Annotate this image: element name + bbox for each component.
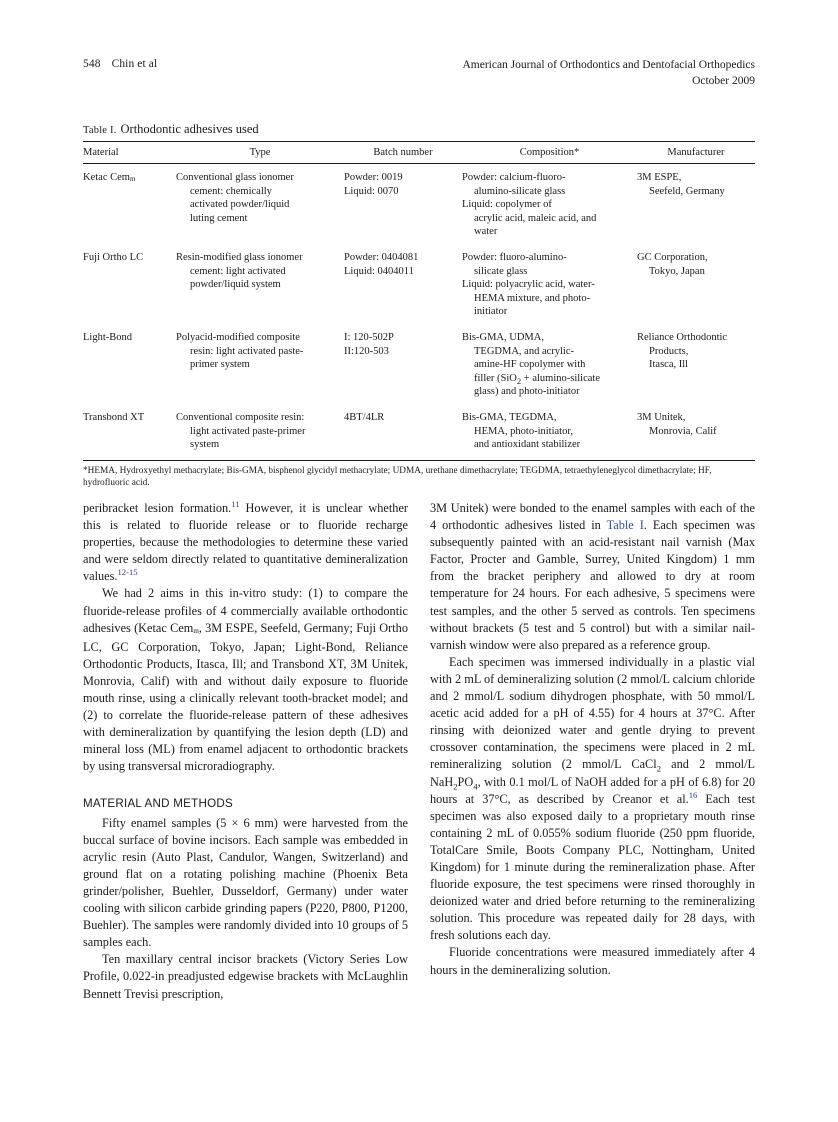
cell-manufacturer (637, 245, 755, 325)
composition-line: Powder: calcium-fluoro- (462, 172, 566, 183)
page-folio: 548 (83, 58, 101, 70)
cell-material: Transbond XT (83, 411, 145, 423)
paragraph-text: . Each specimen was subsequently painted with an acid-resistant nail varnish (Max Factor, Procter and Gamble, Surrey, United Kingdom) 1 mm from the bracket periphery and allowed to dry at room temperature for 24 hours. For each adhesive, 5 specimens were test samples, and the other 5 served as controls. Ten specimens without brackets (5 test and 5 control) but with a similar nail-varnish window were also prepared as a reference group. (430, 518, 755, 652)
composition-line: initiator (474, 306, 508, 318)
cell-manufacturer (637, 164, 755, 245)
issue-date: October 2009 (692, 74, 755, 87)
cell-type (176, 164, 344, 245)
column-header-type: Type (176, 142, 344, 164)
composition-line: Liquid: copolymer of (462, 199, 552, 211)
type-line: primer system (190, 359, 250, 371)
cell-composition (462, 405, 637, 460)
table-title: Orthodontic adhesives used (120, 122, 259, 136)
cell-material: Fuji Ortho LC (83, 251, 144, 263)
running-head-authors: Chin et al (111, 58, 158, 70)
table-body (83, 164, 755, 460)
batch-line: Liquid: 0404011 (344, 265, 414, 277)
type-line: Conventional composite resin: (176, 411, 305, 423)
paragraph-bonding (430, 500, 755, 654)
table-footnote-text: *HEMA, Hydroxyethyl methacrylate; Bis-GMA, bisphenol glycidyl methacrylate; UDMA, urethane dimethacrylate; TEGDMA, tetraethyleneglycol dimethacrylate; HF, hydrofluoric acid. (83, 465, 712, 489)
column-header-material: Material (83, 142, 176, 164)
column-header-batch-number: Batch number (344, 142, 462, 164)
paragraph-text: , 3M ESPE, Seefeld, Germany; Fuji Ortho LC, GC Corporation, Tokyo, Japan; Light-Bond, Reliance Orthodontic Products, Itasca, Ill; and Transbond XT, 3M Unitek, Monrovia, Calif) with and without daily exposure to fluoride mouth rinse, using a clinically relevant tooth-bracket model; and (2) to correlate the fluoride-release pattern of these adhesives with demineralization by quantifying the lesion depth (LD) and mineral loss (ML) from enamel adjacent to orthodontic brackets by using transversal microradiography. (83, 620, 408, 774)
cell-batch-number (344, 164, 462, 245)
reference-marker[interactable]: 12-15 (117, 567, 138, 578)
subscript-2: 2 (656, 763, 661, 774)
composition-line: HEMA, photo-initiator, (474, 425, 574, 437)
batch-line: 4BT/4LR (344, 411, 385, 423)
column-header-manufacturer: Manufacturer (637, 142, 755, 164)
paragraph-text: Each specimen was immersed individually in a plastic vial with 2 mL of demineralizing solution (2 mmol/L calcium chloride and 2 mmol/L sodium dihydrogen phosphate, with 50 mmol/L acetic acid added for a pH of 4.55) for 4 hours at 37°C. After rinsing with deionized water and gentle drying to prevent crossover contamination, the specimens were placed in 2 mL remineralizing solution (2 mmol/L CaCl (430, 654, 755, 772)
paragraph-text: However, it is unclear whether this is related to fluoride release or to fluoride recharge properties, because the methodologies to determine these varied and were seldom directly related to quantitative demineralization values. (83, 501, 409, 584)
type-line: Polyacid-modified composite (176, 331, 300, 343)
composition-line: water (474, 226, 498, 238)
paragraph-text: Each test specimen was also exposed daily to a proprietary mouth rinse containing 2 mL of 0.055% sodium fluoride (250 ppm fluoride, TotalCare Smile, Boots Company PLC, Nottingham, United Kingdom) for 1 minute during the remineralization phase. After fluoride exposure, the test specimens were rinsed thoroughly in deionized water and dried before returning to the remineralizing solution. This procedure was repeated daily for 28 days, with fresh solutions each day. (430, 791, 755, 943)
composition-line: acrylic acid, maleic acid, and (474, 212, 597, 224)
manufacturer-line: 3M ESPE, (637, 172, 682, 183)
section-heading-material-and-methods: MATERIAL AND METHODS (83, 796, 233, 810)
manufacturer-line: Monrovia, Calif (649, 425, 717, 437)
composition-line: glass) and photo-initiator (474, 386, 580, 398)
type-line: light activated paste-primer (190, 425, 306, 437)
composition-line: Bis-GMA, UDMA, (462, 331, 544, 343)
subscript-4: 4 (473, 780, 478, 791)
paragraph-text: We had 2 aims in this in-vitro study: (1) to compare the fluoride-release profiles of 4 commercially available orthodontic adhesives (Ketac Cem (83, 586, 408, 635)
composition-line: Bis-GMA, TEGDMA, (462, 411, 557, 423)
composition-line: Liquid: polyacrylic acid, water- (462, 279, 595, 291)
cell-composition (462, 164, 637, 245)
journal-title: American Journal of Orthodontics and Dentofacial Orthopedics (462, 59, 755, 71)
cell-material (83, 164, 176, 245)
composition-line: and antioxidant stabilizer (474, 439, 581, 451)
cell-composition (462, 325, 637, 405)
trademark-mark: m (193, 626, 199, 635)
type-line: cement: chemically (190, 185, 272, 197)
subscript-2: 2 (516, 375, 522, 386)
adhesives-table (83, 141, 755, 460)
batch-line: Powder: 0019 (344, 172, 403, 183)
manufacturer-line: Products, (649, 345, 689, 357)
composition-line: filler (SiO$_2$ + alumino-silicate (474, 372, 600, 386)
reference-marker[interactable]: 11 (231, 498, 240, 509)
paragraph-aims (83, 585, 408, 775)
composition-line: silicate glass (474, 265, 528, 277)
body-column-left (83, 500, 408, 1003)
paragraph-text: and 2 mmol/L NaH (430, 757, 756, 789)
type-line: resin: light activated paste- (190, 345, 304, 357)
manufacturer-line: Itasca, Ill (649, 359, 689, 371)
manufacturer-line: Seefeld, Germany (649, 185, 725, 197)
paragraph-text: , with 0.1 mol/L of NaOH added for a pH of 6.8) for 20 hours at 37°C, as described by Creanor et al. (430, 774, 755, 806)
running-head-left (83, 58, 157, 70)
subscript-2: 2 (453, 780, 458, 791)
table-cross-reference-link[interactable]: Table I (606, 518, 644, 533)
column-header-composition: Composition* (462, 142, 637, 164)
running-head-right (462, 58, 755, 89)
paragraph-brackets: Ten maxillary central incisor brackets (Victory Series Low Profile, 0.022-in preadjusted edgewise brackets with McLaughlin Bennett Trevisi prescription, (83, 952, 408, 1001)
paragraph-fluoride-concentrations: Fluoride concentrations were measured immediately after 4 hours in the demineralizing solution. (430, 945, 755, 977)
cell-batch-number (344, 325, 462, 405)
cell-type (176, 405, 344, 460)
paragraph-enamel-samples: Fifty enamel samples (5 × 6 mm) were harvested from the buccal surface of bovine incisors. Each sample was embedded in acrylic resin (Auto Plast, Candulor, Wangen, Switzerland) and ground flat on a rotating polishing machine (Phoenix Beta grinder/polisher, Buehler, Dusseldorf, Germany) under water cooling with silicon carbide grinding papers (P220, P800, P1200, Buehler). The samples were randomly divided into 10 groups of 5 samples each. (83, 815, 408, 950)
table-row (83, 405, 755, 460)
manufacturer-line: GC Corporation, (637, 251, 708, 263)
composition-line: HEMA mixture, and photo- (474, 292, 591, 304)
table-block (83, 122, 755, 490)
paragraph-immersion (430, 654, 755, 945)
table-label: Table I. (83, 125, 117, 136)
paragraph-text: 3M Unitek) were bonded to the enamel samples with each of the 4 orthodontic adhesives listed in (430, 501, 755, 533)
cell-manufacturer (637, 325, 755, 405)
table-caption (83, 122, 755, 141)
batch-line: Powder: 0404081 (344, 251, 419, 263)
composition-line: alumino-silicate glass (474, 185, 566, 197)
paragraph-text: PO (457, 774, 474, 789)
batch-line: I: 120-502P (344, 331, 394, 343)
type-line: powder/liquid system (190, 279, 281, 291)
composition-line: Powder: fluoro-alumino- (462, 251, 567, 263)
type-line: system (190, 439, 220, 451)
batch-line: Liquid: 0070 (344, 185, 399, 197)
cell-manufacturer (637, 405, 755, 460)
cell-batch-number (344, 245, 462, 325)
cell-material: Light-Bond (83, 331, 132, 343)
table-row (83, 164, 755, 245)
reference-marker[interactable]: 16 (688, 789, 698, 800)
table-header-row (83, 142, 755, 164)
type-line: Conventional glass ionomer (176, 172, 294, 183)
batch-line: II:120-503 (344, 345, 389, 357)
trademark-mark: m (129, 175, 136, 183)
composition-line: TEGDMA, and acrylic- (474, 345, 575, 357)
table-head (83, 142, 755, 164)
manufacturer-line: 3M Unitek, (637, 411, 686, 423)
type-line: Resin-modified glass ionomer (176, 251, 303, 263)
material-name: Ketac Cem (83, 172, 130, 183)
table-footnote (83, 461, 755, 490)
table-row (83, 325, 755, 405)
manufacturer-line: Tokyo, Japan (649, 265, 705, 277)
table-row (83, 245, 755, 325)
type-line: activated powder/liquid (190, 199, 290, 211)
paragraph-text: peribracket lesion formation. (83, 501, 232, 515)
composition-line: amine-HF copolymer with (474, 359, 586, 371)
type-line: cement: light activated (190, 265, 286, 277)
manufacturer-line: Reliance Orthodontic (637, 331, 728, 343)
cell-type (176, 325, 344, 405)
cell-batch-number (344, 405, 462, 460)
body-column-right (430, 500, 755, 979)
cell-composition (462, 245, 637, 325)
cell-type (176, 245, 344, 325)
paragraph-continued (83, 500, 408, 585)
type-line: luting cement (190, 212, 248, 224)
running-head (83, 58, 755, 89)
